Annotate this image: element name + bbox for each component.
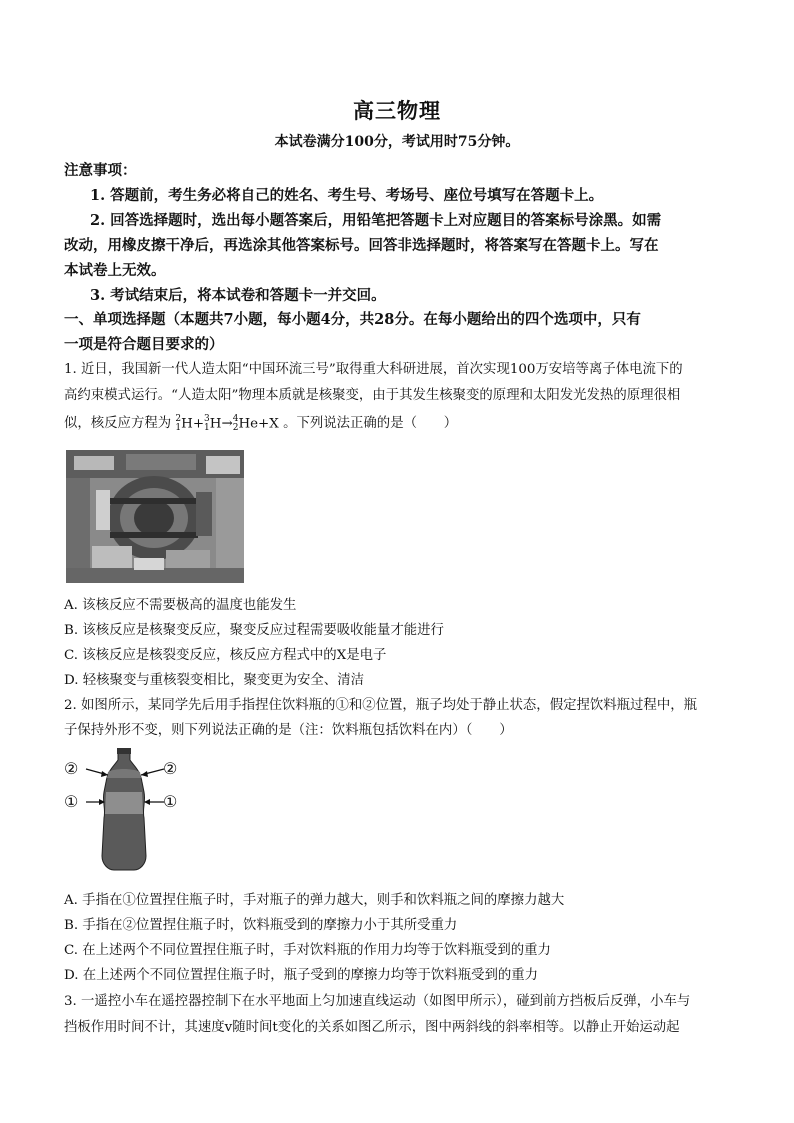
exam-info: 本试卷满分100分，考试用时75分钟。 bbox=[274, 134, 520, 150]
section-heading-line-1: 一、单项选择题（本题共7小题，每小题4分，共28分。在每小题给出的四个选项中，只有 bbox=[64, 311, 641, 328]
q1-line-1: 1. 近日，我国新一代人造太阳“中国环流三号”取得重大科研进展，首次实现100万安培等离子体电流下的 bbox=[64, 362, 683, 377]
section-heading-line-2: 一项是符合题目要求的） bbox=[64, 336, 224, 353]
notice-item-2-line-2: 改动，用橡皮擦干净后，再选涂其他答案标号。回答非选择题时，将答案写在答题卡上。写在 bbox=[64, 237, 659, 254]
q1-option-d: D. 轻核聚变与重核裂变相比，聚变更为安全、清洁 bbox=[64, 673, 364, 688]
q1-option-c: C. 该核反应是核裂变反应，核反应方程式中的X是电子 bbox=[64, 648, 387, 663]
notice-item-2-line-1: 2. 回答选择题时，选出每小题答案后，用铅笔把答题卡上对应题目的答案标号涂黑。如需 bbox=[90, 212, 662, 229]
label-position-1-right: ① bbox=[163, 792, 178, 811]
q1-line-3-pre: 似，核反应方程为 bbox=[64, 416, 172, 431]
tokamak-photo bbox=[66, 450, 244, 583]
q1-line-3-post: 。下列说法正确的是（ ） bbox=[283, 416, 458, 431]
label-position-1-left: ① bbox=[64, 792, 79, 811]
notice-item-1: 1. 答题前，考生务必将自己的姓名、考生号、考场号、座位号填写在答题卡上。 bbox=[90, 187, 604, 204]
q2-option-d: D. 在上述两个不同位置捏住瓶子时，瓶子受到的摩擦力均等于饮料瓶受到的重力 bbox=[64, 968, 539, 983]
q1-line-2: 高约束模式运行。“人造太阳”物理本质就是核聚变，由于其发生核聚变的原理和太阳发光发热的原理很相 bbox=[64, 388, 681, 403]
q3-line-1: 3. 一遥控小车在遥控器控制下在水平地面上匀加速直线运动（如图甲所示），碰到前方挡板后反弹，小车与 bbox=[64, 994, 691, 1009]
q2-option-c: C. 在上述两个不同位置捏住瓶子时，手对饮料瓶的作用力均等于饮料瓶受到的重力 bbox=[64, 943, 551, 958]
q2-line-2: 子保持外形不变，则下列说法正确的是（注：饮料瓶包括饮料在内）（ ） bbox=[64, 723, 513, 738]
q1-option-b: B. 该核反应是核聚变反应，聚变反应过程需要吸收能量才能进行 bbox=[64, 623, 444, 638]
notice-item-2-line-3: 本试卷上无效。 bbox=[64, 262, 166, 279]
label-position-2-right: ② bbox=[163, 759, 178, 778]
notice-heading: 注意事项： bbox=[64, 162, 137, 179]
nuclear-equation: 2 1H+3 1H→4 2He+X bbox=[175, 413, 279, 433]
q1-line-3 bbox=[64, 412, 457, 433]
q2-option-b: B. 手指在②位置捏住瓶子时，饮料瓶受到的摩擦力小于其所受重力 bbox=[64, 918, 458, 933]
page-title: 高三物理 bbox=[353, 98, 441, 123]
notice-item-3: 3. 考试结束后，将本试卷和答题卡一并交回。 bbox=[90, 287, 386, 304]
q1-option-a: A. 该核反应不需要极高的温度也能发生 bbox=[64, 598, 297, 613]
q2-option-a: A. 手指在①位置捏住瓶子时，手对瓶子的弹力越大，则手和饮料瓶之间的摩擦力越大 bbox=[64, 893, 565, 908]
q2-line-1: 2. 如图所示，某同学先后用手指捏住饮料瓶的①和②位置，瓶子均处于静止状态，假定捏饮料瓶过程中，瓶 bbox=[64, 698, 697, 713]
label-position-2-left: ② bbox=[64, 759, 79, 778]
q3-line-2: 挡板作用时间不计，其速度v随时间t变化的关系如图乙所示，图中两斜线的斜率相等。以静止开始运动起 bbox=[64, 1020, 680, 1035]
